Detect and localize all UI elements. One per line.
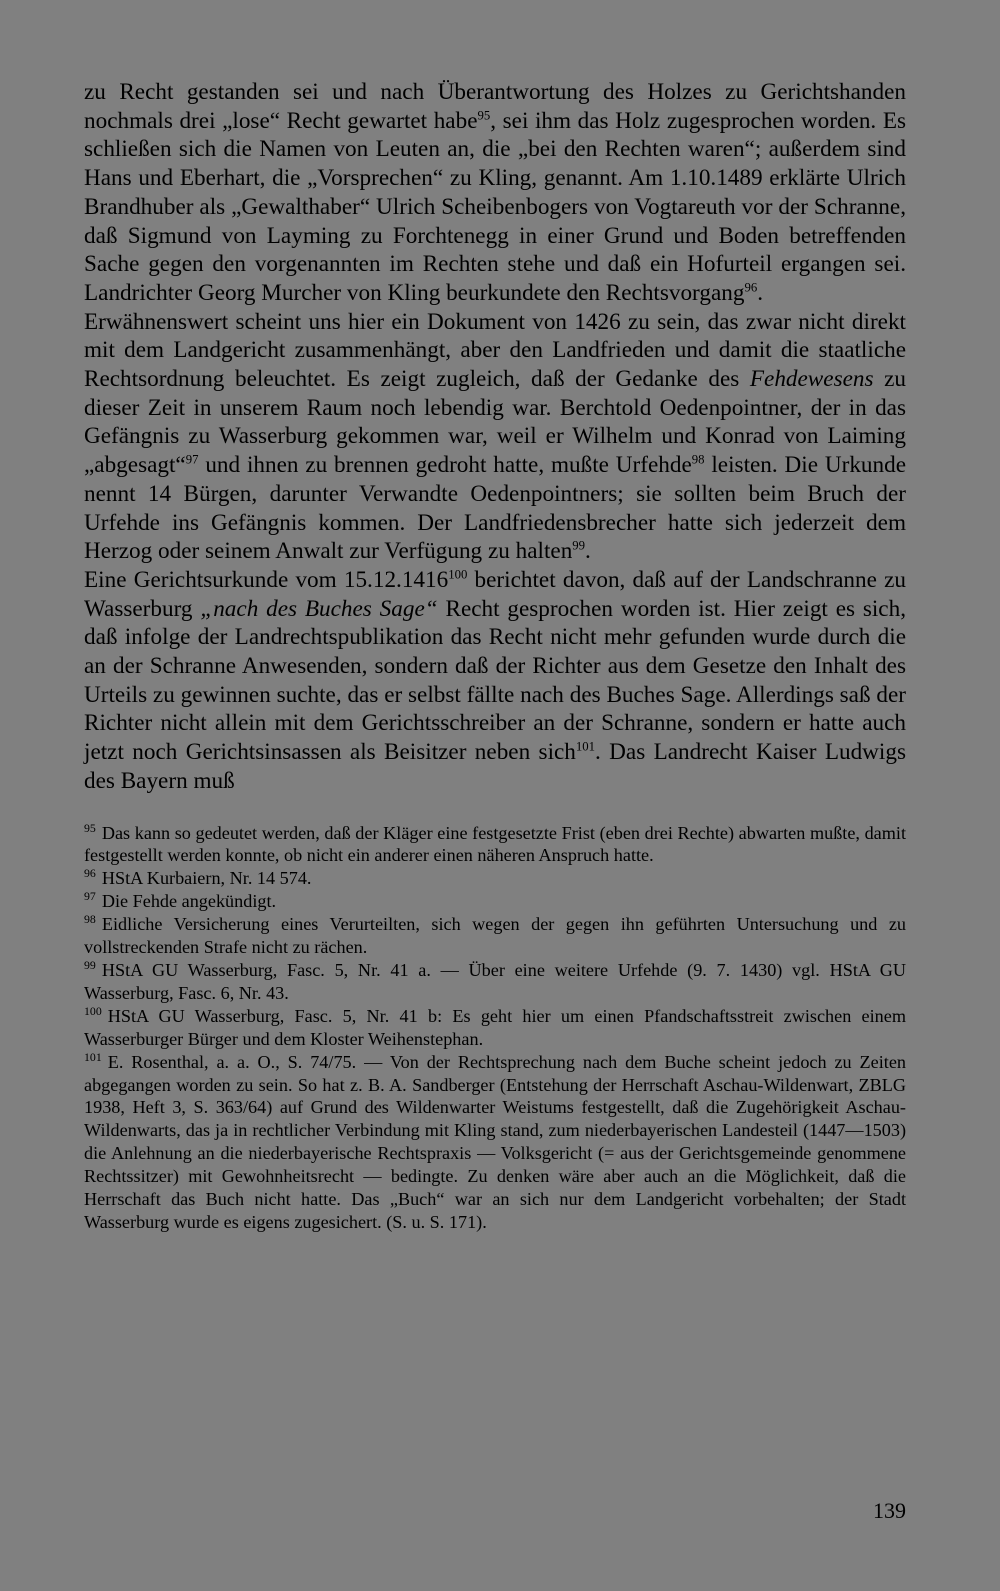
footnote-number: 97	[84, 889, 96, 904]
page-number: 139	[873, 1498, 906, 1523]
emphasized-text: Fehdewesens	[749, 366, 874, 393]
footnote-reference: 99	[572, 538, 586, 553]
text-segment: Eine Gerichtsurkunde vom 15.12.1416	[84, 566, 449, 593]
footnote-text: E. Rosenthal, a. a. O., S. 74/75. — Von der Rechtsprechung nach dem Buche scheint jedoch zu Zeiten abgegangen worden zu sein. So hat z. B. A. Sandberger (Entstehung der Herrschaft Aschau-Wildenwart, ZBLG 1938, Heft 3, S. 363/64) auf Grund des Wildenwarter Weistums festgestellt, daß die Zugehörigkeit Aschau-Wildenwarts, das ja in rechtlicher Verbindung mit Kling stand, zum niederbayerischen Landesteil (1447—1503) die Anlehnung an die niederbayerische Rechtspraxis — Volksgericht (= aus der Gerichtsgemeinde genommene Rechtssitzer) mit Gewohnheitsrecht — bedingte. Zu denken wäre aber auch an die Möglichkeit, daß die Herrschaft das Buch nicht hatte. Das „Buch“ war an sich nur dem Landgericht vorbehalten; der Stadt Wasserburg wurde es eigens zugesichert. (S. u. S. 171).	[84, 1051, 906, 1232]
footnote	[84, 822, 906, 868]
footnote-text: Eidliche Versicherung eines Verurteilten, sich wegen der gegen ihn geführten Untersuchung und zu vollstreckenden Strafe nicht zu rächen.	[84, 914, 906, 958]
footnote-text: Das kann so gedeutet werden, daß der Kläger eine festgesetzte Frist (eben drei Rechte) abwarten mußte, damit festgestellt werden konnte, ob nicht ein anderer einen näheren Anspruch hatte.	[84, 822, 906, 866]
book-page	[84, 78, 906, 1234]
footnote	[84, 959, 906, 1005]
footnote-number: 101	[84, 1049, 102, 1064]
footnote-reference: 97	[185, 452, 199, 467]
body-paragraph	[84, 78, 906, 308]
footnote-reference: 101	[575, 739, 596, 754]
footnote-number: 100	[84, 1003, 102, 1018]
text-segment: berichtet davon, daß auf der Landschranne zu Wasserburg	[84, 566, 906, 622]
footnote-text: HStA GU Wasserburg, Fasc. 5, Nr. 41 b: Es geht hier um einen Pfandschaftsstreit zwischen einem Wasserburger Bürger und dem Kloster Weihenstephan.	[84, 1005, 906, 1049]
text-segment: Erwähnenswert scheint uns hier ein Dokument von 1426 zu sein, das zwar nicht direkt mit dem Landgericht zusammenhängt, aber den Landfrieden und damit die staatliche Rechtsordnung beleuchtet. Es zeigt zugleich, daß der Gedanke des	[84, 308, 906, 393]
footnotes	[84, 822, 906, 1234]
main-text	[84, 78, 906, 796]
footnote-reference: 95	[477, 107, 491, 122]
body-paragraph	[84, 566, 906, 796]
body-paragraph	[84, 308, 906, 566]
footnote-text: HStA GU Wasserburg, Fasc. 5, Nr. 41 a. — Über eine weitere Urfehde (9. 7. 1430) vgl. HStA GU Wasserburg, Fasc. 6, Nr. 43.	[84, 960, 906, 1003]
footnote-number: 98	[84, 912, 96, 927]
footnote-text: HStA Kurbaiern, Nr. 14 574.	[101, 868, 312, 889]
text-segment: .	[585, 538, 591, 565]
text-segment: und ihnen zu brennen gedroht hatte, mußte Urfehde	[198, 452, 692, 479]
text-segment: leisten. Die Urkunde nennt 14 Bürgen, darunter Verwandte Oedenpointners; sie sollten beim Bruch der Urfehde ins Gefängnis kommen. Der Landfriedensbrecher hatte sich jederzeit dem Herzog oder seinem Anwalt zur Verfügung zu halten	[84, 452, 907, 565]
footnote-number: 96	[84, 866, 96, 881]
footnote-number: 99	[84, 957, 96, 972]
text-segment: Recht gesprochen worden ist. Hier zeigt es sich, daß infolge der Landrechtspublikation das Recht nicht mehr gefunden wurde durch die an der Schranne Anwesenden, sondern daß der Richter aus dem Gesetze den Inhalt des Urteils zu gewinnen suchte, das er selbst fällte nach des Buches Sage. Allerdings saß der Richter nicht allein mit dem Gerichtsschreiber an der Schranne, sondern er hatte auch jetzt noch Gerichtsinsassen als Beisitzer neben sich	[84, 595, 906, 766]
footnote-reference: 100	[448, 567, 468, 582]
footnote	[84, 890, 906, 913]
footnote-number: 95	[84, 820, 96, 835]
footnote	[84, 1005, 906, 1051]
footnote	[84, 1051, 906, 1234]
footnote	[84, 913, 906, 959]
emphasized-text: „nach des Buches Sage“	[200, 595, 438, 622]
footnote-reference: 98	[691, 452, 705, 467]
footnote-reference: 96	[744, 280, 758, 295]
text-segment: .	[757, 279, 763, 306]
text-segment: , sei ihm das Holz zugesprochen worden. Es schließen sich die Namen von Leuten an, die „bei den Rechten waren“; außerdem sind Hans und Eberhart, die „Vorsprechen“ zu Kling, genannt. Am 1.10.1489 erklärte Ulrich Brandhuber als „Gewalthaber“ Ulrich Scheibenbogers von Vogtareuth vor der Schranne, daß Sigmund von Layming zu Forchtenegg in einer Grund und Boden betreffenden Sache gegen den vorgenannten im Rechten stehe und daß ein Hofurteil ergangen sei. Landrichter Georg Murcher von Kling beurkundete den Rechtsvorgang	[84, 107, 907, 306]
text-segment: zu Recht gestanden sei und nach Überantwortung des Holzes zu Gerichtshanden nochmals drei „lose“ Recht gewartet habe	[84, 79, 906, 134]
footnote	[84, 867, 906, 890]
text-segment: . Das Landrecht Kaiser Ludwigs des Bayern muß	[84, 739, 906, 794]
text-segment: zu dieser Zeit in unserem Raum noch lebendig war. Berchtold Oedenpointner, der in das Gefängnis zu Wasserburg gekommen war, weil er Wilhelm und Konrad von Laiming „abgesagt“	[84, 366, 907, 479]
footnote-text: Die Fehde angekündigt.	[101, 891, 277, 912]
